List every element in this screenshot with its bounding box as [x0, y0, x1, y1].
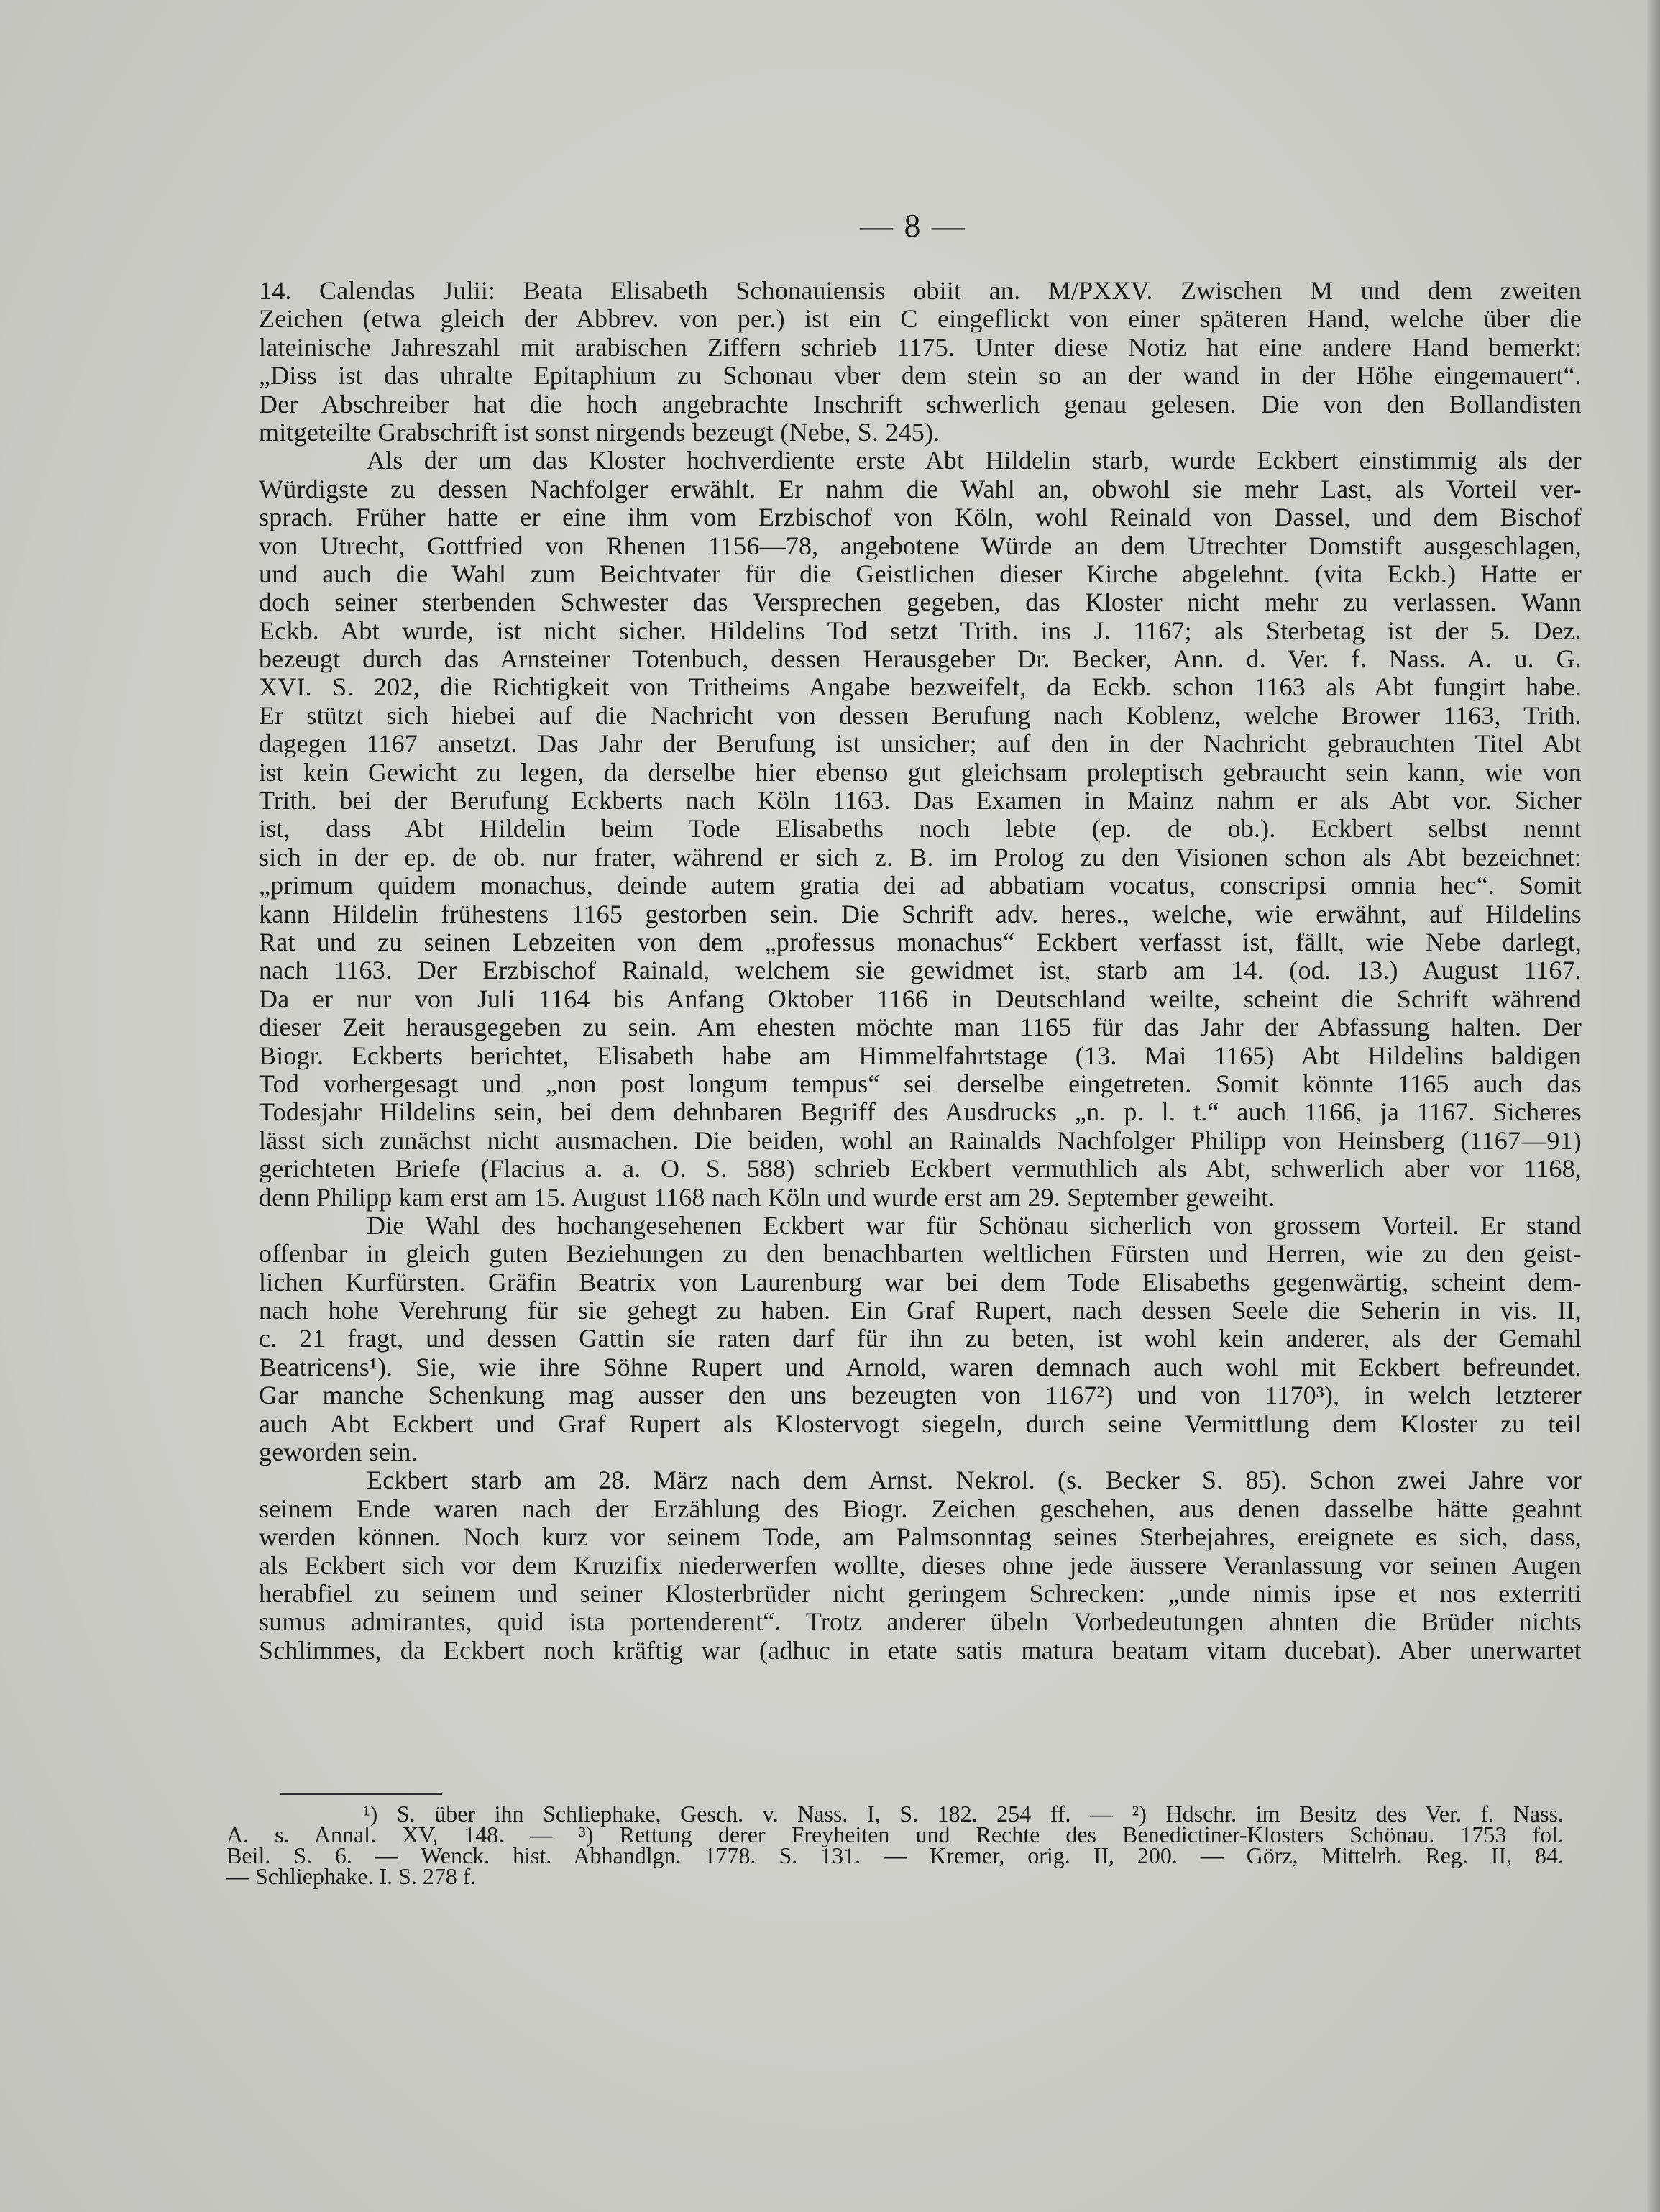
text-line: als Eckbert sich vor dem Kruzifix niederwerfen wollte, dieses ohne jede äussere Veranlassung vor seinen Augen — [259, 1550, 1582, 1580]
page-number: — 8 — — [860, 207, 966, 244]
text-line: 14. Calendas Julii: Beata Elisabeth Schonauiensis obiit an. M/PXXV. Zwischen M und dem zweiten — [259, 276, 1582, 305]
text-line: seinem Ende waren nach der Erzählung des Biogr. Zeichen geschehen, aus denen dasselbe hätte geahnt — [259, 1494, 1582, 1523]
page-edge-shadow — [1647, 0, 1660, 2212]
footnote-line: Beil. S. 6. — Wenck. hist. Abhandlgn. 1778. S. 131. — Kremer, orig. II, 200. — Görz, Mittelrh. Reg. II, 84. — [226, 1842, 1564, 1868]
text-line: nach hohe Verehrung für sie gehegt zu haben. Ein Graf Rupert, nach dessen Seele die Seherin in vis. II, — [259, 1296, 1582, 1325]
text-line: Würdigste zu dessen Nachfolger erwählt. Er nahm die Wahl an, obwohl sie mehr Last, als Vorteil ver- — [259, 474, 1582, 503]
paragraph — [259, 277, 1582, 447]
text-line: c. 21 fragt, und dessen Gattin sie raten darf für ihn zu beten, ist wohl kein anderer, als der Gemahl — [259, 1324, 1582, 1353]
text-line: Todesjahr Hildelins sein, bei dem dehnbaren Begriff des Ausdrucks „n. p. l. t.“ auch 1166, ja 1167. Sicheres — [259, 1097, 1582, 1127]
text-line: kann Hildelin frühestens 1165 gestorben sein. Die Schrift adv. heres., welche, wie erwähnt, auf Hildelins — [259, 899, 1582, 928]
paragraph — [259, 447, 1582, 1212]
text-line: Er stützt sich hiebei auf die Nachricht von dessen Berufung nach Koblenz, welche Brower 1163, Trith. — [259, 700, 1582, 730]
footnote-rule — [280, 1793, 442, 1795]
paragraph — [259, 1466, 1582, 1665]
text-line: „Diss ist das uhralte Epitaphium zu Schonau vber dem stein so an der wand in der Höhe eingemauert“. — [259, 361, 1582, 390]
text-line: Die Wahl des hochangesehenen Eckbert war für Schönau sicherlich von grossem Vorteil. Er stand — [367, 1210, 1582, 1240]
footnotes — [226, 1801, 1564, 1889]
body-text — [259, 277, 1582, 1665]
text-line: Als der um das Kloster hochverdiente erste Abt Hildelin starb, wurde Eckbert einstimmig als der — [367, 446, 1582, 475]
footnote-line: — Schliephake. I. S. 278 f. — [226, 1863, 477, 1889]
text-line: lässt sich zunächst nicht ausmachen. Die beiden, wohl an Rainalds Nachfolger Philipp von Heinsberg (1167—91) — [259, 1125, 1582, 1155]
text-line: lichen Kurfürsten. Gräfin Beatrix von Laurenburg war bei dem Tode Elisabeths gegenwärtig, scheint dem- — [259, 1267, 1582, 1297]
footnote-line: ¹) S. über ihn Schliephake, Gesch. v. Nass. I, S. 182. 254 ff. — ²) Hdschr. im Besitz des Ver. f. Nass. — [363, 1801, 1564, 1827]
text-line: ist kein Gewicht zu legen, da derselbe hier ebenso gut gleichsam proleptisch gebraucht sein kann, wie von — [259, 757, 1582, 787]
text-line: sich in der ep. de ob. nur frater, während er sich z. B. im Prolog zu den Visionen schon als Abt bezeichnet: — [259, 842, 1582, 872]
text-line: gerichteten Briefe (Flacius a. a. O. S. 588) schrieb Eckbert vermuthlich als Abt, schwerlich aber vor 1168, — [259, 1154, 1582, 1184]
text-line: geworden sein. — [259, 1438, 418, 1467]
text-line: Eckb. Abt wurde, ist nicht sicher. Hildelins Tod setzt Trith. ins J. 1167; als Sterbetag ist der 5. Dez. — [259, 616, 1582, 645]
paragraph — [259, 1212, 1582, 1467]
text-line: dagegen 1167 ansetzt. Das Jahr der Berufung ist unsicher; auf den in der Nachricht gebrauchten Titel Abt — [259, 729, 1582, 759]
text-line: Eckbert starb am 28. März nach dem Arnst. Nekrol. (s. Becker S. 85). Schon zwei Jahre vor — [367, 1466, 1582, 1495]
text-line: offenbar in gleich guten Beziehungen zu den benachbarten weltlichen Fürsten und Herren, wie zu den geist- — [259, 1239, 1582, 1269]
text-line: von Utrecht, Gottfried von Rhenen 1156—78, angebotene Würde an dem Utrechter Domstift ausgeschlagen, — [259, 531, 1582, 560]
text-line: Da er nur von Juli 1164 bis Anfang Oktober 1166 in Deutschland weilte, scheint die Schrift während — [259, 984, 1582, 1013]
text-line: ist, dass Abt Hildelin beim Tode Elisabeths noch lebte (ep. de ob.). Eckbert selbst nennt — [259, 814, 1582, 844]
text-line: werden können. Noch kurz vor seinem Tode, am Palmsonntag seines Sterbejahres, ereignete es sich, dass, — [259, 1522, 1582, 1552]
text-line: Schlimmes, da Eckbert noch kräftig war (adhuc in etate satis matura beatam vitam ducebat). Aber unerwartet — [259, 1635, 1582, 1665]
text-line: Trith. bei der Berufung Eckberts nach Köln 1163. Das Examen in Mainz nahm er als Abt vor. Sicher — [259, 786, 1582, 815]
text-line: XVI. S. 202, die Richtigkeit von Tritheims Angabe bezweifelt, da Eckb. schon 1163 als Abt fungirt habe. — [259, 672, 1582, 702]
text-line: und auch die Wahl zum Beichtvater für die Geistlichen dieser Kirche abgelehnt. (vita Eckb.) Hatte er — [259, 559, 1582, 588]
text-line: bezeugt durch das Arnsteiner Totenbuch, dessen Herausgeber Dr. Becker, Ann. d. Ver. f. Nass. A. u. G. — [259, 644, 1582, 674]
text-line: Rat und zu seinen Lebzeiten von dem „professus monachus“ Eckbert verfasst ist, fällt, wie Nebe darlegt, — [259, 927, 1582, 956]
text-line: lateinische Jahreszahl mit arabischen Ziffern schrieb 1175. Unter diese Notiz hat eine andere Hand bemerkt: — [259, 332, 1582, 362]
text-line: nach 1163. Der Erzbischof Rainald, welchem sie gewidmet ist, starb am 14. (od. 13.) August 1167. — [259, 956, 1582, 985]
text-line: Zeichen (etwa gleich der Abbrev. von per.) ist ein C eingeflickt von einer späteren Hand, welche über die — [259, 304, 1582, 334]
text-line: Beatricens¹). Sie, wie ihre Söhne Rupert und Arnold, waren demnach auch wohl mit Eckbert befreundet. — [259, 1352, 1582, 1381]
text-line: sprach. Früher hatte er eine ihm vom Erzbischof von Köln, wohl Reinald von Dassel, und dem Bischof — [259, 503, 1582, 532]
text-line: sumus admirantes, quid ista portenderent“. Trotz anderer übeln Vorbedeutungen ahnten die Brüder nichts — [259, 1607, 1582, 1637]
text-line: „primum quidem monachus, deinde autem gratia dei ad abbatiam vocatus, conscripsi omnia hec“. Somit — [259, 871, 1582, 900]
text-line: herabfiel zu seinem und seiner Klosterbrüder nicht geringem Schrecken: „unde nimis ipse et nos exterriti — [259, 1578, 1582, 1608]
text-line: Der Abschreiber hat die hoch angebrachte Inschrift schwerlich genau gelesen. Die von den Bollandisten — [259, 389, 1582, 419]
text-line: mitgeteilte Grabschrift ist sonst nirgends bezeugt (Nebe, S. 245). — [259, 417, 940, 447]
text-line: Tod vorhergesagt und „non post longum tempus“ sei derselbe eingetreten. Somit könnte 1165 auch das — [259, 1069, 1582, 1098]
footnote-line: A. s. Annal. XV, 148. — ³) Rettung derer Freyheiten und Rechte des Benedictiner-Klosters Schönau. 1753 fol. — [226, 1822, 1564, 1847]
text-line: dieser Zeit herausgegeben zu sein. Am ehesten möchte man 1165 für das Jahr der Abfassung halten. Der — [259, 1013, 1582, 1042]
text-line: denn Philipp kam erst am 15. August 1168 nach Köln und wurde erst am 29. September geweiht. — [259, 1182, 1275, 1212]
text-line: auch Abt Eckbert und Graf Rupert als Klostervogt siegeln, durch seine Vermittlung dem Kloster zu teil — [259, 1409, 1582, 1438]
text-line: Gar manche Schenkung mag ausser den uns bezeugten von 1167²) und von 1170³), in welch letzterer — [259, 1381, 1582, 1410]
text-line: Biogr. Eckberts berichtet, Elisabeth habe am Himmelfahrtstage (13. Mai 1165) Abt Hildelins baldigen — [259, 1041, 1582, 1070]
text-line: doch seiner sterbenden Schwester das Versprechen gegeben, das Kloster nicht mehr zu verlassen. Wann — [259, 588, 1582, 617]
